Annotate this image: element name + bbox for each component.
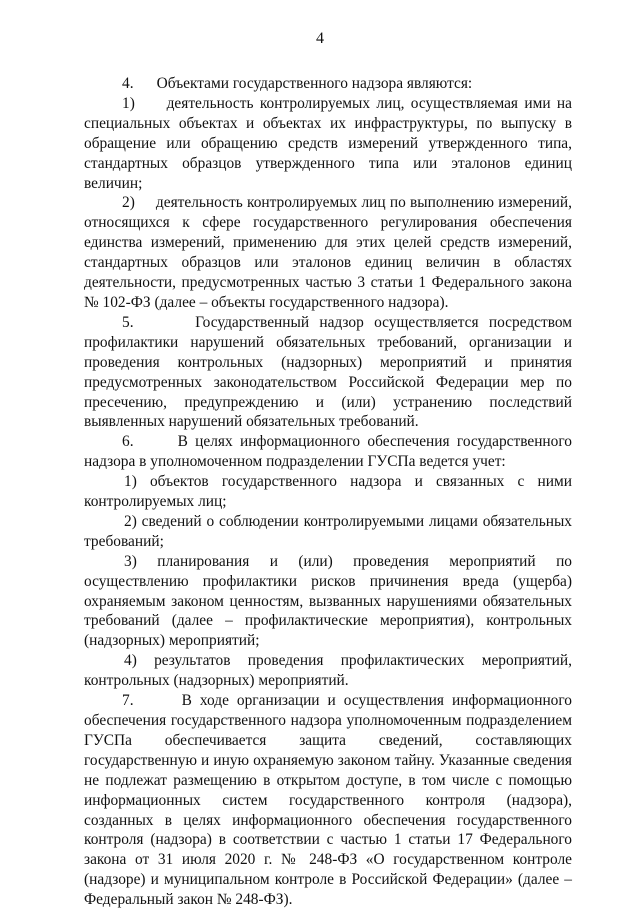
paragraph-item-7: 7. В ходе организации и осуществления информационного обеспечения государственного надзора уполномоченным подразделением ГУСПа обеспечивается защита сведений, составляющих государственную и иную охраняемую законом тайну. Указанные сведения не подлежат размещению в открытом доступе, в том числе с помощью информационных систем государственного контроля (надзора), созданных в целях информационного обеспечения государственного контроля (надзора) в соответствии с частью 1 статьи 17 Федерального закона от 31 июля 2020 г. № 248-ФЗ «О государственном контроле (надзоре) и муниципальном контроле в Российской Федерации» (далее – Федеральный закон № 248-ФЗ). — [84, 692, 572, 909]
paragraph-item-5: 5. Государственный надзор осуществляется посредством профилактики нарушений обязательных требований, организации и проведения контрольных (надзорных) мероприятий и принятия предусмотренных законодательством Российской Федерации мер по пресечению, предупреждению и (или) устранению последствий выявленных нарушений обязательных требований. — [84, 313, 572, 431]
page-number: 4 — [316, 30, 324, 47]
paragraph-item-4-2: 2) деятельность контролируемых лиц по выполнению измерений, относящихся к сфере государственного регулирования обеспечения единства измерений, применению для этих целей средств измерений, стандартных образцов или эталонов единиц величин в областях деятельности, предусмотренных частью 3 статьи 1 Федерального закона № 102-ФЗ (далее – объекты государственного надзора). — [84, 194, 572, 311]
paragraph-item-4-1: 1) деятельность контролируемых лиц, осуществляемая ими на специальных объектах и объектах их инфраструктуры, по выпуску в обращение или обращению средств измерений утвержденного типа, стандартных образцов утвержденного типа или эталонов единиц величин; — [84, 94, 572, 192]
document-body — [84, 74, 572, 910]
paragraph-item-6-2: 2) сведений о соблюдении контролируемыми лицами обязательных требований; — [84, 512, 572, 550]
paragraph-item-6-1: 1) объектов государственного надзора и связанных с ними контролируемых лиц; — [84, 473, 572, 511]
paragraph-item-6-4: 4) результатов проведения профилактических мероприятий, контрольных (надзорных) мероприятий. — [84, 652, 572, 690]
paragraph-item-6: 6. В целях информационного обеспечения государственного надзора в уполномоченном подразделении ГУСПа ведется учет: — [84, 433, 572, 471]
paragraph-item-6-3: 3) планирования и (или) проведения мероприятий по осуществлению профилактики рисков причинения вреда (ущерба) охраняемым законом ценностям, вызванных нарушениями обязательных требований (далее – профилактические мероприятия), контрольных (надзорных) мероприятий; — [84, 552, 572, 650]
paragraph-item-4: 4. Объектами государственного надзора являются: — [122, 75, 473, 92]
